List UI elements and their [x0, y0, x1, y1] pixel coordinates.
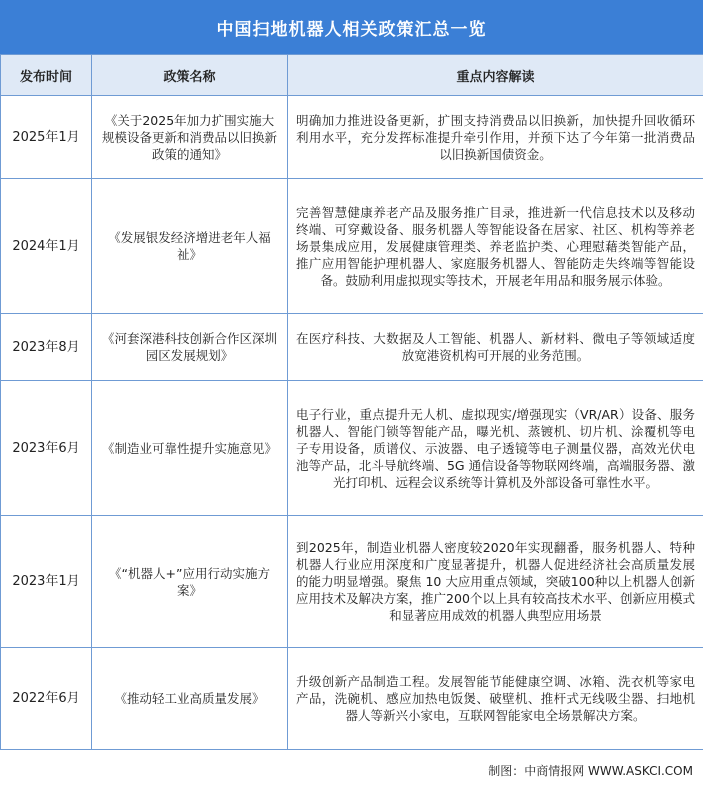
row-description: 明确加力推进设备更新，扩围支持消费品以旧换新，加快提升回收循环利用水平，充分发挥标准提升牵引作用，并预下达了今年第一批消费品以旧换新国债资金。 — [288, 96, 703, 179]
row-description: 到2025年，制造业机器人密度较2020年实现翻番，服务机器人、特种机器人行业应用深度和广度显著提升，机器人促进经济社会高质量发展的能力明显增强。聚焦 10 大应用重点领域，突破100种以上机器人创新应用技术及解决方案，推广200个以上具有较高技术水平、创新应用模式和显著应用成效的机器人典型应用场景 — [288, 516, 703, 648]
row-date: 2025年1月 — [1, 96, 92, 179]
row-date: 2023年8月 — [1, 314, 92, 381]
row-policy-name: 《推动轻工业高质量发展》 — [92, 648, 288, 750]
table-row — [1, 96, 703, 179]
header-key-content: 重点内容解读 — [288, 55, 703, 96]
table-row — [1, 381, 703, 516]
row-policy-name: 《河套深港科技创新合作区深圳园区发展规划》 — [92, 314, 288, 381]
row-policy-name: 《关于2025年加力扩围实施大规模设备更新和消费品以旧换新政策的通知》 — [92, 96, 288, 179]
row-date: 2022年6月 — [1, 648, 92, 750]
row-policy-name: 《“机器人+”应用行动实施方案》 — [92, 516, 288, 648]
source-footer: 制图：中商情报网 WWW.ASKCI.COM — [488, 764, 693, 778]
row-date: 2023年1月 — [1, 516, 92, 648]
table-header-row — [1, 55, 703, 96]
table-row — [1, 179, 703, 314]
row-description: 在医疗科技、大数据及人工智能、机器人、新材料、微电子等领域适度放宽港资机构可开展的业务范围。 — [288, 314, 703, 381]
header-policy-name: 政策名称 — [92, 55, 288, 96]
row-description: 升级创新产品制造工程。发展智能节能健康空调、冰箱、洗衣机等家电产品，洗碗机、感应加热电饭煲、破壁机、推杆式无线吸尘器、扫地机器人等新兴小家电，互联网智能家电全场景解决方案。 — [288, 648, 703, 750]
page-title: 中国扫地机器人相关政策汇总一览 — [0, 0, 703, 54]
row-policy-name: 《发展银发经济增进老年人福祉》 — [92, 179, 288, 314]
table-row — [1, 314, 703, 381]
row-description: 完善智慧健康养老产品及服务推广目录，推进新一代信息技术以及移动终端、可穿戴设备、服务机器人等智能设备在居家、社区、机构等养老场景集成应用，发展健康管理类、养老监护类、心理慰藉类智能产品，推广应用智能护理机器人、家庭服务机器人、智能防走失终端等智能设备。鼓励利用虚拟现实等技术，开展老年用品和服务展示体验。 — [288, 179, 703, 314]
policy-table — [0, 54, 703, 750]
header-date: 发布时间 — [1, 55, 92, 96]
row-date: 2023年6月 — [1, 381, 92, 516]
table-row — [1, 516, 703, 648]
row-policy-name: 《制造业可靠性提升实施意见》 — [92, 381, 288, 516]
row-date: 2024年1月 — [1, 179, 92, 314]
row-description: 电子行业，重点提升无人机、虚拟现实/增强现实（VR/AR）设备、服务机器人、智能门锁等智能产品，曝光机、蒸镀机、切片机、涂覆机等电子专用设备，质谱仪、示波器、电子透镜等电子测量仪器，高效光伏电池等产品，北斗导航终端、5G 通信设备等物联网终端，高端服务器、激光打印机、远程会议系统等计算机及外部设备可靠性水平。 — [288, 381, 703, 516]
table-row — [1, 648, 703, 750]
